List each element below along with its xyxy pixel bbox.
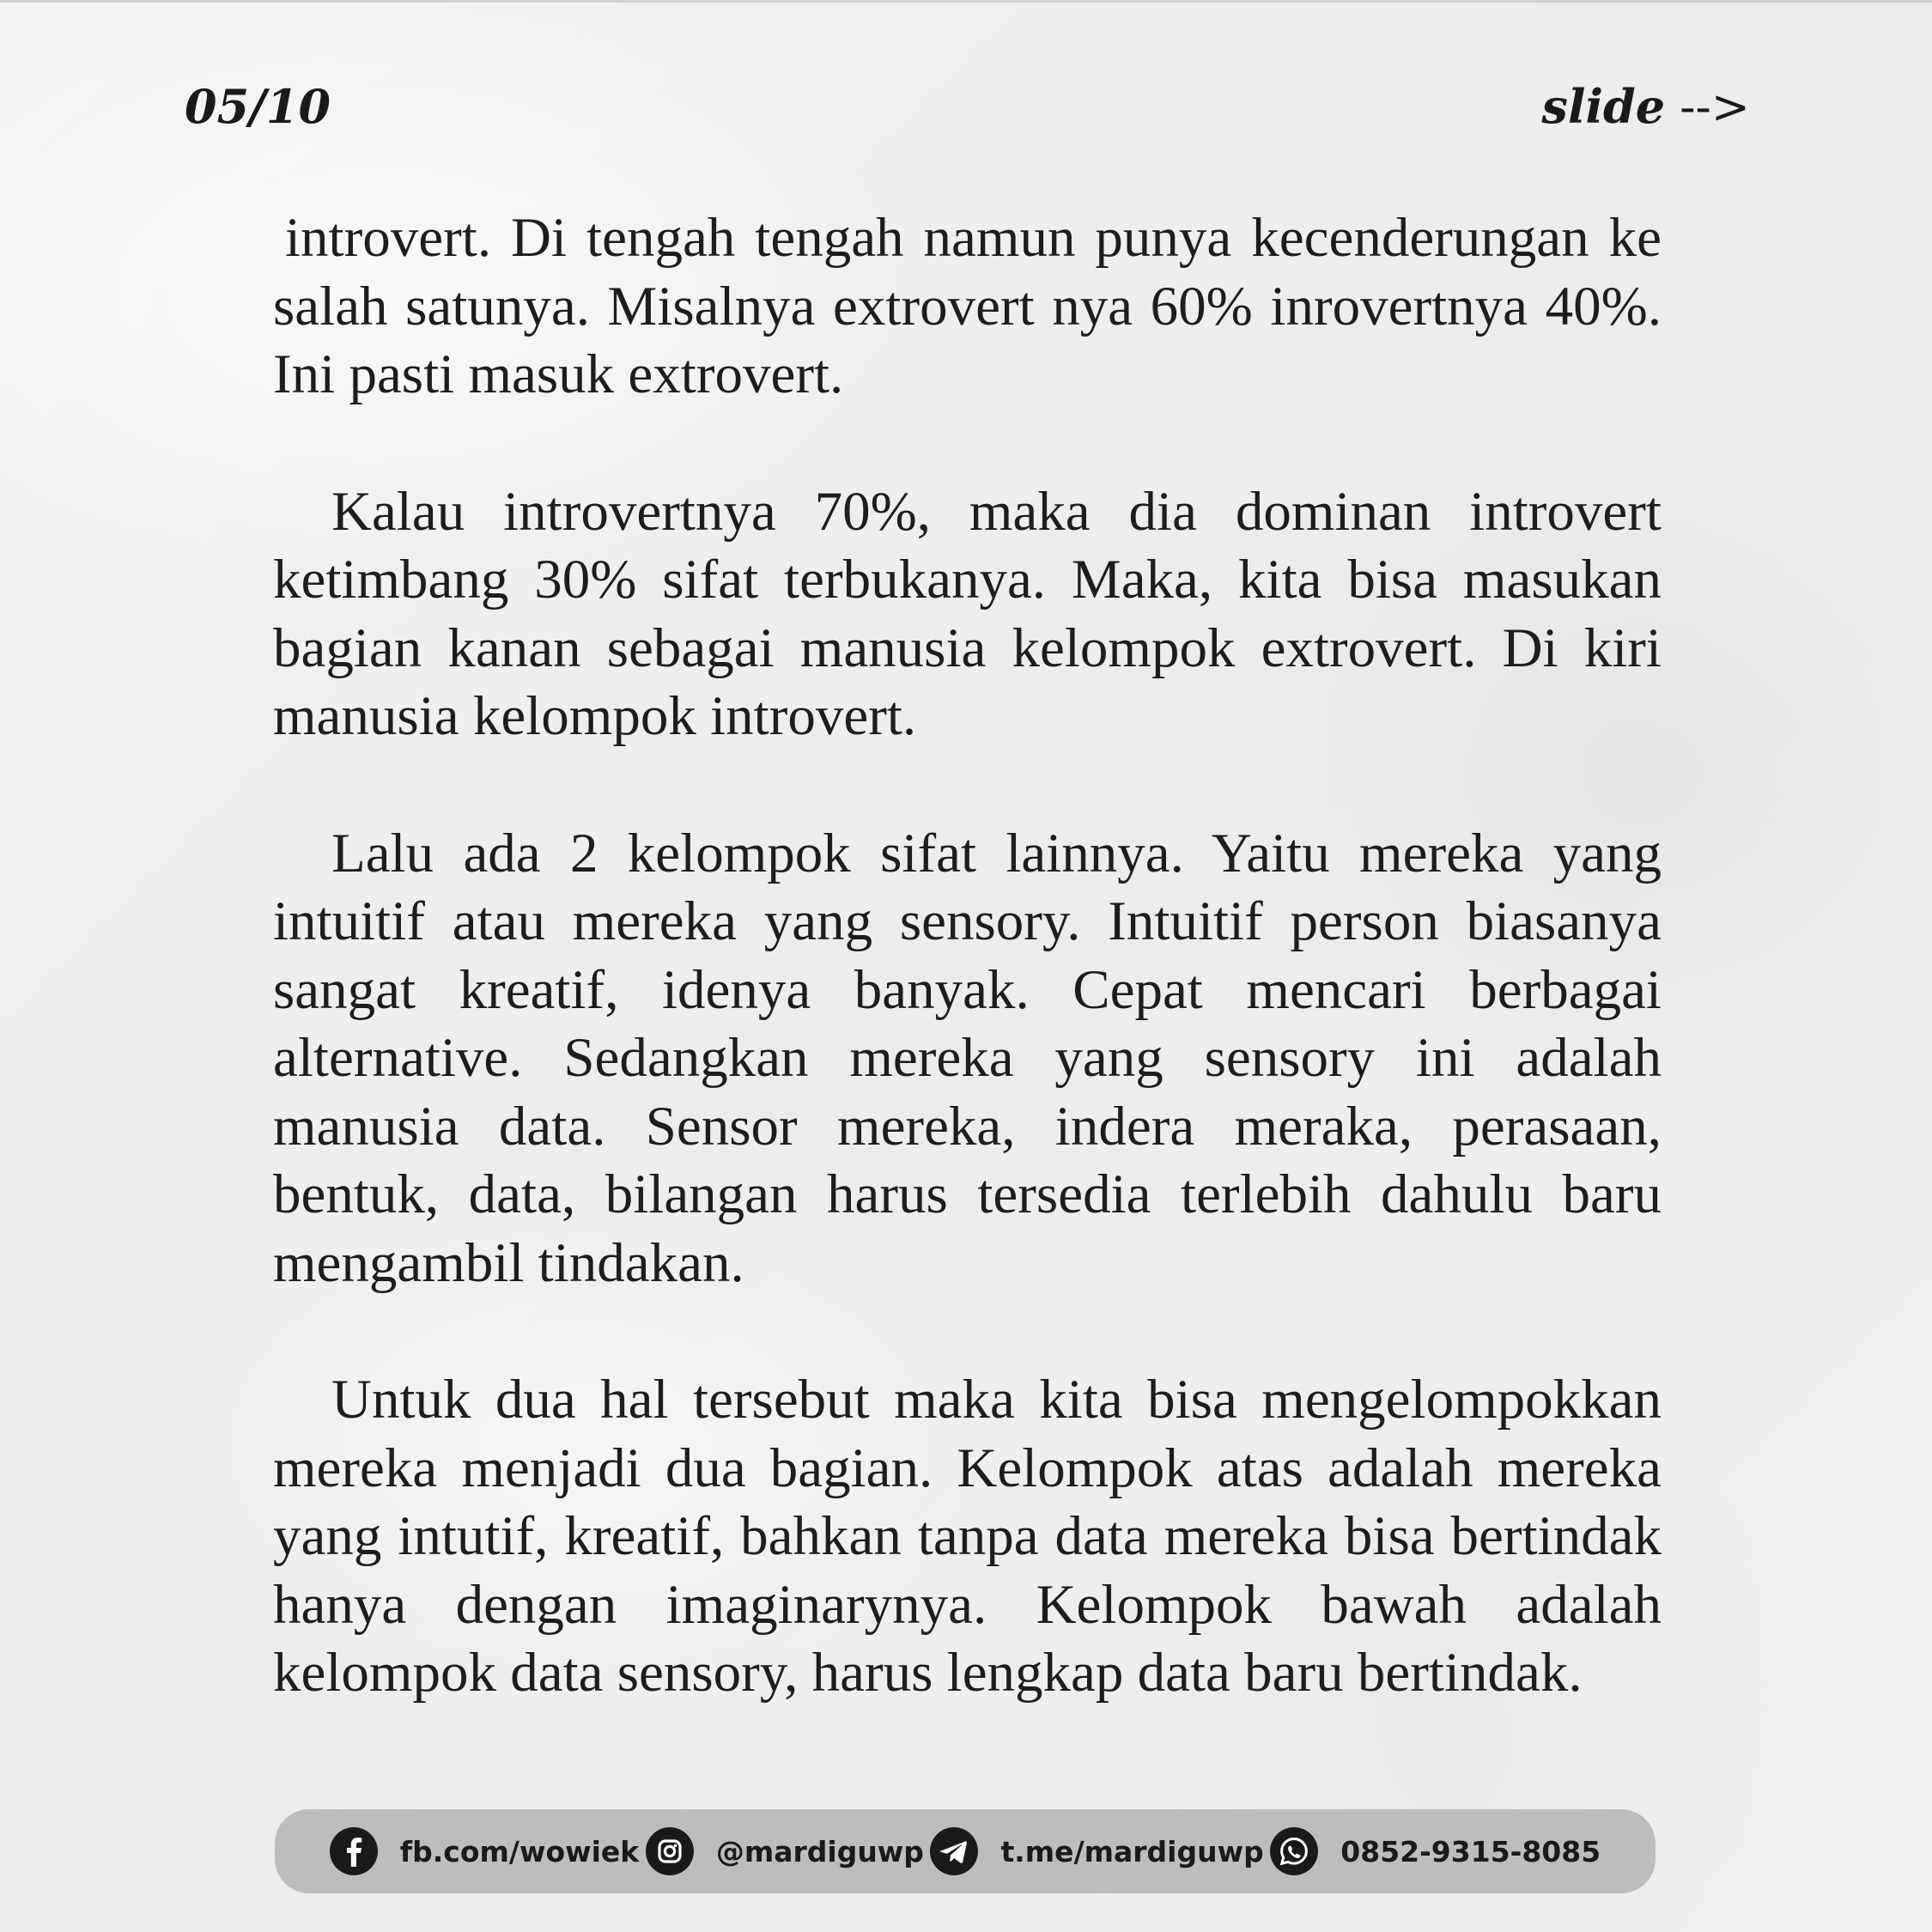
top-border [0,0,1932,3]
slide-hint [1542,79,1750,134]
instagram-icon [646,1827,694,1875]
contact-label: 0852-9315-8085 [1340,1834,1601,1868]
contact-label: fb.com/wowiek [399,1834,640,1868]
contact-instagram[interactable] [646,1827,924,1875]
slide-hint-arrow: --> [1665,80,1750,134]
whatsapp-icon [1270,1827,1318,1875]
contact-label: t.me/mardiguwp [1000,1834,1264,1868]
paragraph-1: introvert. Di tengah tengah namun punya kecenderungan ke salah satunya. Misalnya extrovert nya 60% inrovertnya 40%. Ini pasti masuk extrovert. [273,207,1662,405]
contact-whatsapp[interactable] [1270,1827,1601,1875]
article-body [273,204,1662,1777]
paragraph-4: Untuk dua hal tersebut maka kita bisa mengelompokkan mereka menjadi dua bagian. Kelompok atas adalah mereka yang intutif, kreatif, bahkan tanpa data mereka bisa bertindak hanya dengan imaginarynya. Kelompok bawah adalah kelompok data sensory, harus lengkap data baru bertindak. [273,1369,1662,1704]
paragraph-2: Kalau introvertnya 70%, maka dia dominan introvert ketimbang 30% sifat terbukanya. Maka, kita bisa masukan bagian kanan sebagai manusia kelompok extrovert. Di kiri manusia kelompok introvert. [273,480,1662,747]
page-number: 05/10 [185,79,331,134]
contact-telegram[interactable] [930,1827,1263,1875]
facebook-icon [330,1827,378,1875]
slide-hint-word: slide [1541,79,1666,134]
contact-label: @mardiguwp [715,1834,924,1868]
contact-footer-bar [275,1809,1656,1893]
telegram-icon [930,1827,978,1875]
paragraph-3: Lalu ada 2 kelompok sifat lainnya. Yaitu mereka yang intuitif atau mereka yang sensory. Intuitif person biasanya sangat kreatif, idenya banyak. Cepat mencari berbagai alternative. Sedangkan mereka yang sensory ini adalah manusia data. Sensor mereka, indera meraka, perasaan, bentuk, data, bilangan harus tersedia terlebih dahulu baru mengambil tindakan. [273,822,1662,1294]
contact-facebook[interactable] [330,1827,639,1875]
